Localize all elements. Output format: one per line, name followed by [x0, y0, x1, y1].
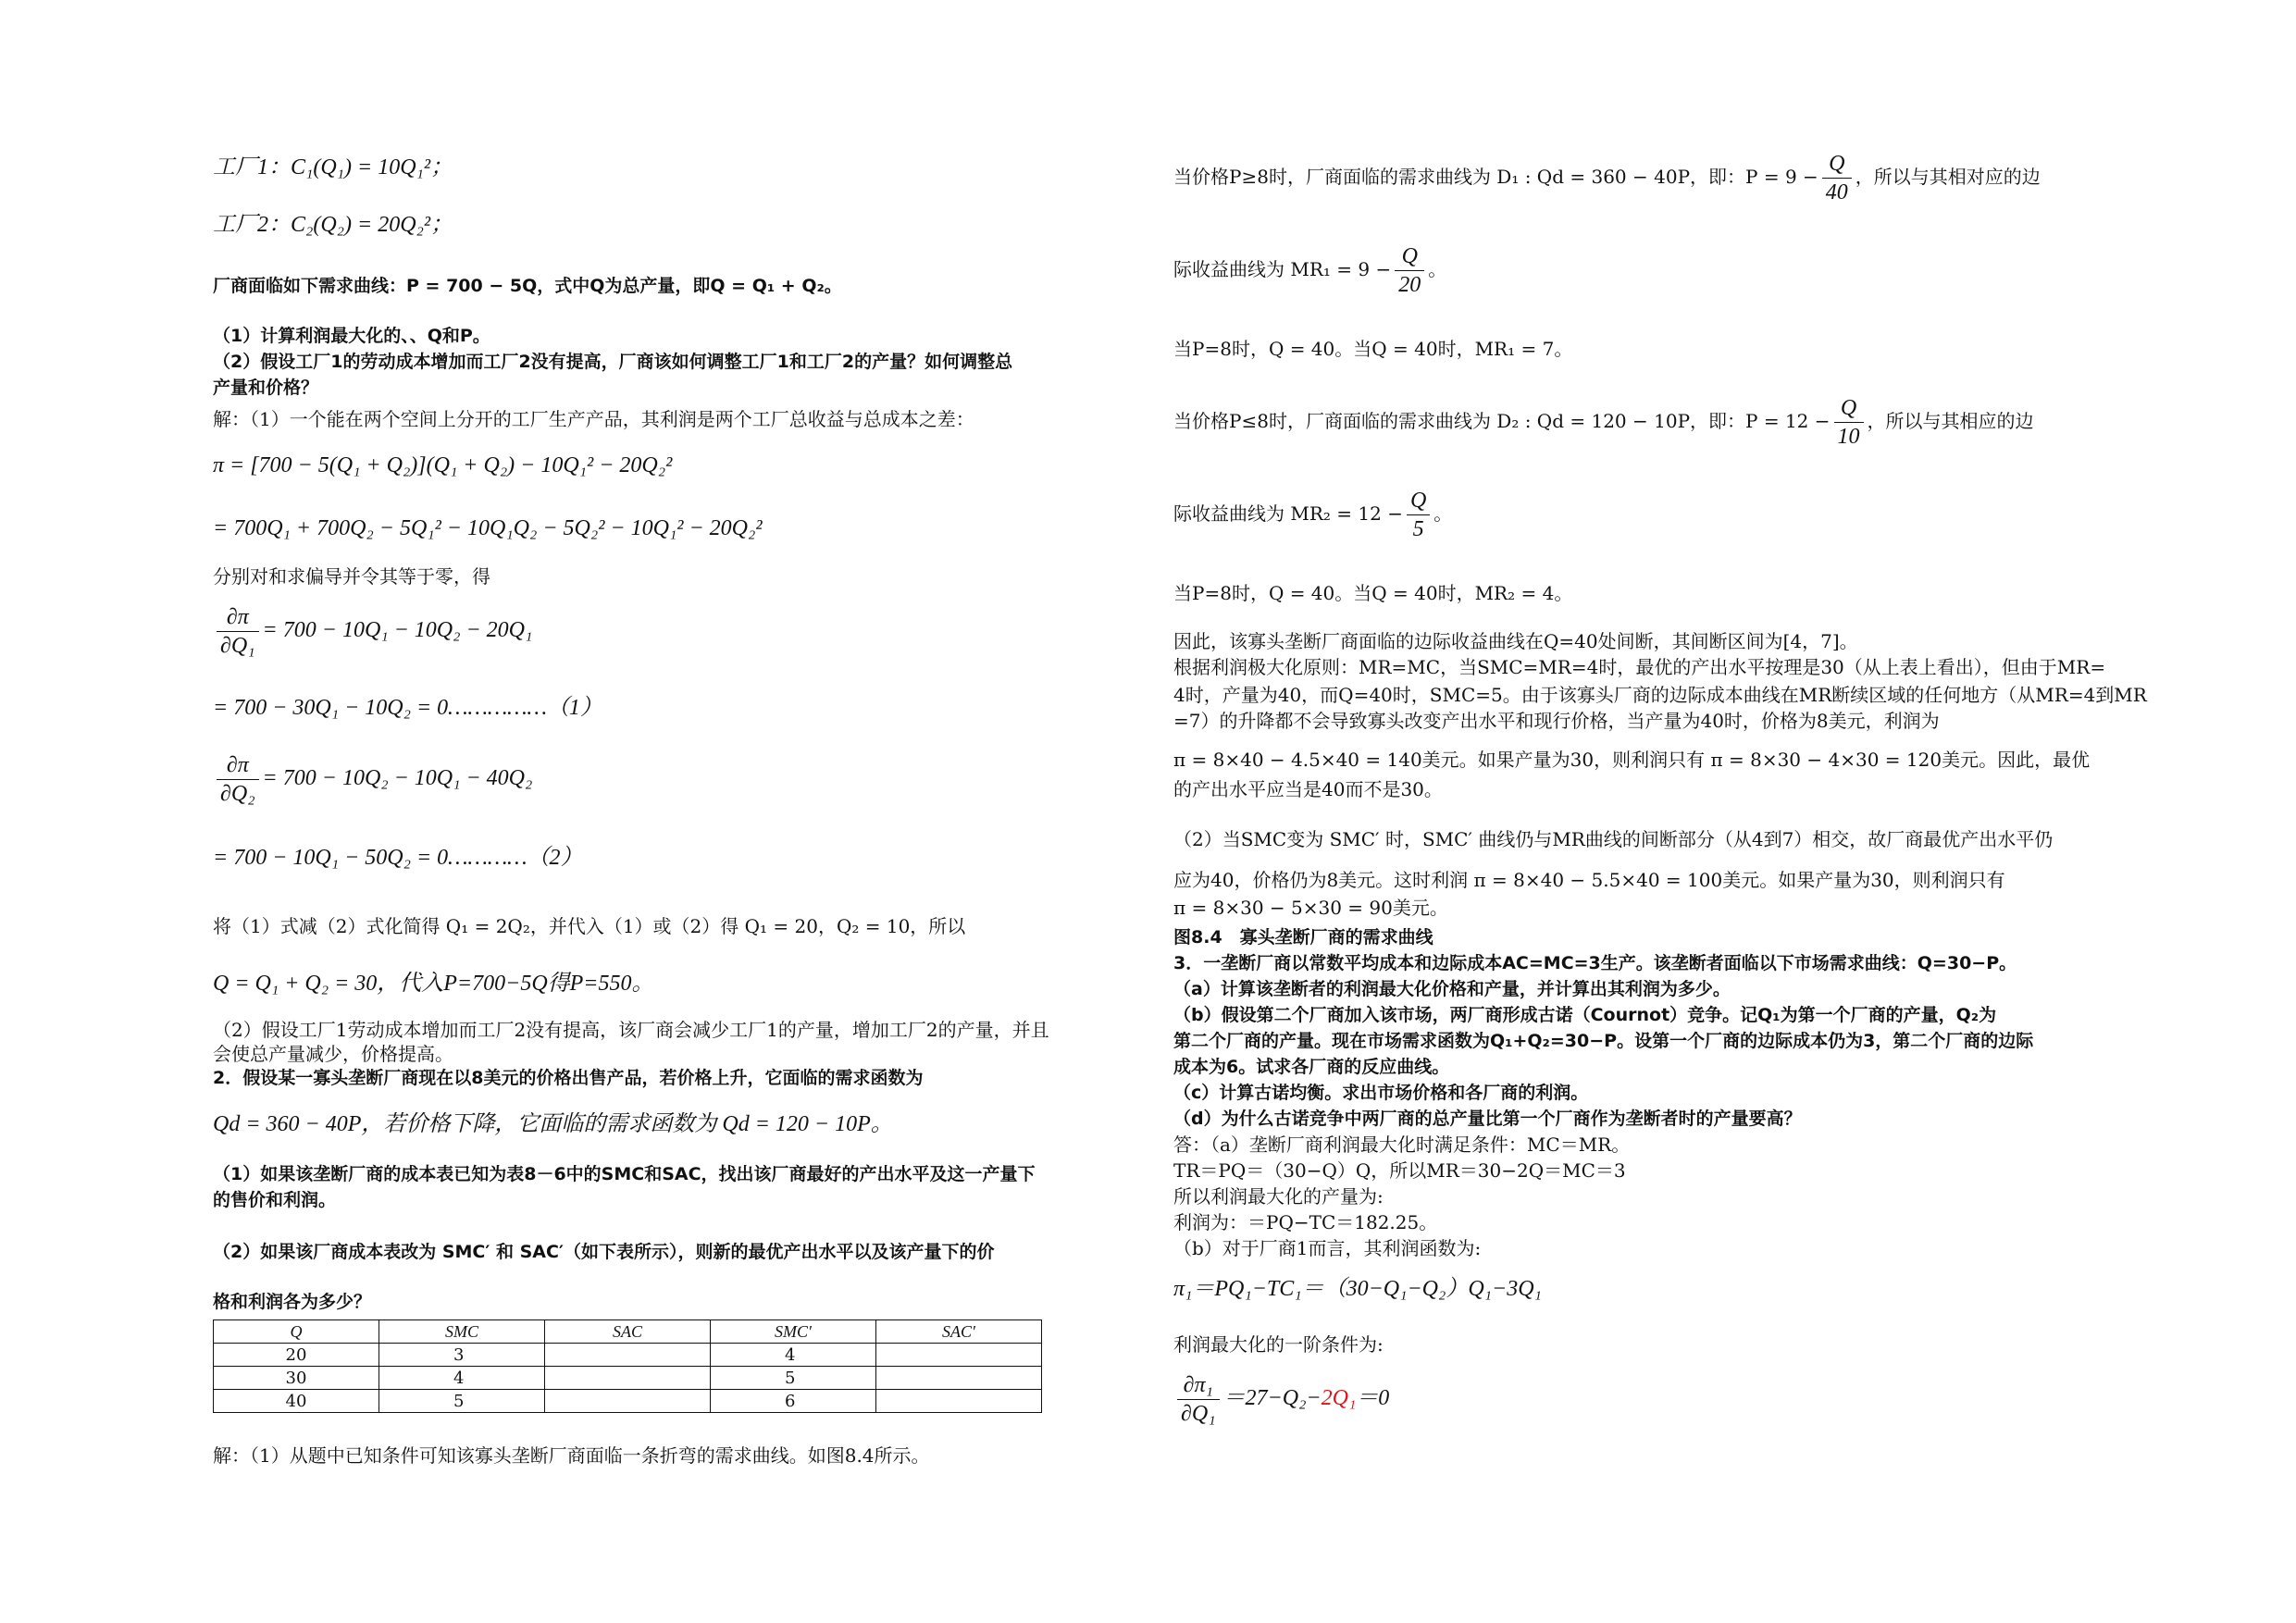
fraction: $\frac{Q}{20}$ [1395, 242, 1424, 299]
mr2-curve: 际收益曲线为 MR₂ = 12 − $\frac{Q}{5}$ 。 [1173, 489, 1453, 541]
table-cell: 5 [379, 1390, 545, 1413]
profit-max-rule-3: =7）的升降都不会导致寡头改变产出水平和现行价格，当产量为40时，价格为8美元，利润为 [1173, 710, 1940, 732]
optimal-output: 的产出水平应当是40而不是30。 [1173, 778, 1443, 800]
question-3b-cont: 第二个厂商的产量。现在市场需求函数为Q₁+Q₂=30−P。设第一个厂商的边际成本仍为3，第二个厂商的边际 [1173, 1031, 2034, 1051]
table-cell [545, 1367, 711, 1390]
table-row [214, 1390, 1042, 1413]
equation-2: = 700 − 10Q₁ − 50Q₂ = 0…………（2） [213, 846, 583, 870]
mr-gap: 因此，该寡头垄断厂商面临的边际收益曲线在Q=40处间断，其间断区间为[4，7]。 [1173, 630, 1858, 652]
table-cell [876, 1367, 1042, 1390]
table-cell: 30 [214, 1367, 379, 1390]
foc-label: 利润最大化的一阶条件为: [1173, 1333, 1384, 1356]
solution-1-intro: 解：（1）一个能在两个空间上分开的工厂生产产品，其利润是两个工厂总收益与总成本之差： [213, 408, 974, 430]
question-3b: （b）假设第二个厂商加入该市场，两厂商形成古诺（Cournot）竞争。记Q₁为第一个厂商的产量，Q₂为 [1173, 1005, 1997, 1025]
solution-2-2-cont: 应为40，价格仍为8美元。这时利润 π = 8×40 − 5.5×40 = 100美元。如果产量为30，则利润只有 [1173, 869, 2005, 891]
table-cell: 40 [214, 1390, 379, 1413]
demand-below-8: 当价格P≤8时，厂商面临的需求曲线为 D₂ : Qd = 120 − 10P，即：P = 12 − $\frac{Q}{10}$ ，所以与其相应的边 [1173, 396, 2034, 449]
table-header: SMC′ [711, 1320, 876, 1344]
fraction: $\frac{Q}{40}$ [1822, 150, 1852, 206]
profit-max-rule: 根据利润极大化原则：MR=MC，当SMC=MR=4时，最优的产出水平按理是30（从上表上看出），但由于MR= [1173, 656, 2106, 678]
solution-1-2: （2）假设工厂1劳动成本增加而工厂2没有提高，该厂商会减少工厂1的产量，增加工厂2的产量，并且 [213, 1019, 1049, 1041]
highlighted-term: 2Q₁ [1321, 1386, 1357, 1410]
fraction: $\frac{\text{∂π₁}}{\text{∂Q₁}}$ [1177, 1371, 1220, 1428]
optimal-quantity-label: 所以利润最大化的产量为: [1173, 1185, 1384, 1208]
table-header: SMC [379, 1320, 545, 1344]
table-cell [876, 1390, 1042, 1413]
table-cell: 4 [379, 1367, 545, 1390]
equation-1: = 700 − 30Q₁ − 10Q₂ = 0……………（1） [213, 696, 602, 720]
answer-3b-intro: （b）对于厂商1而言，其利润函数为: [1173, 1237, 1482, 1259]
fraction: $\frac{\partial\pi}{\text{∂Q₂}}$ [217, 751, 259, 808]
partial-derivative-note: 分别对和求偏导并令其等于零，得 [213, 565, 490, 588]
fraction: $\frac{\partial\pi}{\text{∂Q₁}}$ [217, 603, 259, 660]
table-cell: 6 [711, 1390, 876, 1413]
firm1-profit-function: π₁＝PQ₁−TC₁＝（30−Q₁−Q₂）Q₁−3Q₁ [1173, 1277, 1542, 1301]
table-row [214, 1367, 1042, 1390]
question-2-1-cont: 的售价和利润。 [213, 1190, 337, 1210]
table-header-row [214, 1320, 1042, 1344]
question-3a: （a）计算该垄断者的利润最大化价格和产量，并计算出其利润为多少。 [1173, 979, 1731, 999]
table-header: SAC [545, 1320, 711, 1344]
mr2-value: 当P=8时，Q = 40。当Q = 40时，MR₂ = 4。 [1173, 582, 1573, 604]
question-2-2-cont: 格和利润各为多少？ [213, 1292, 372, 1312]
profit-result: 利润为：＝PQ−TC＝182.25。 [1173, 1211, 1438, 1233]
table-cell [876, 1344, 1042, 1367]
fraction: $\frac{Q}{10}$ [1834, 394, 1864, 451]
table-header: Q [214, 1320, 379, 1344]
kinked-demand-functions: Qd = 360 − 40P，若价格下降，它面临的需求函数为 Qd = 120 − 10P。 [213, 1112, 893, 1136]
question-3d: （d）为什么古诺竞争中两厂商的总产量比第一个厂商作为垄断者时的产量要高？ [1173, 1109, 1802, 1129]
solve-system: 将（1）式减（2）式化简得 Q₁ = 2Q₂，并代入（1）或（2）得 Q₁ = 20，Q₂ = 10，所以 [213, 915, 966, 937]
table-cell: 3 [379, 1344, 545, 1367]
figure-caption: 图8.4 寡头垄断厂商的需求曲线 [1173, 927, 1433, 948]
question-1-2-cont: 产量和价格？ [213, 378, 319, 398]
question-2-1: （1）如果该垄断厂商的成本表已知为表8－6中的SMC和SAC，找出该厂商最好的产出水平及这一产量下 [213, 1164, 1036, 1184]
mr1-value: 当P=8时，Q = 40。当Q = 40时，MR₁ = 7。 [1173, 338, 1573, 360]
question-3b-cont2: 成本为6。试求各厂商的反应曲线。 [1173, 1057, 1450, 1077]
profit-equation-expanded: = 700Q₁ + 700Q₂ − 5Q₁² − 10Q₁Q₂ − 5Q₂² − 10Q₁² − 20Q₂² [213, 516, 763, 540]
derivative-q2: $\frac{\partial\pi}{\text{∂Q₂}}$ = 700 − 10Q₂ − 10Q₁ − 40Q₂ [213, 751, 532, 808]
profit-equation: π = [700 − 5(Q₁ + Q₂)](Q₁ + Q₂) − 10Q₁² − 20Q₂² [213, 453, 673, 477]
derivative-q1: $\frac{\partial\pi}{\text{∂Q₁}}$ = 700 − 10Q₁ − 10Q₂ − 20Q₁ [213, 603, 532, 660]
table-row [214, 1344, 1042, 1367]
demand-above-8: 当价格P≥8时，厂商面临的需求曲线为 D₁ : Qd = 360 − 40P，即：P = 9 − $\frac{Q}{40}$ ，所以与其相对应的边 [1173, 152, 2041, 204]
solution-1-2-cont: 会使总产量减少，价格提高。 [213, 1043, 453, 1065]
question-2: 2．假设某一寡头垄断厂商现在以8美元的价格出售产品，若价格上升，它面临的需求函数为 [213, 1068, 924, 1088]
cost-function-plant1: 工厂1：C₁(Q₁) = 10Q₁²； [213, 155, 453, 180]
answer-3a: 答：（a）垄断厂商利润最大化时满足条件：MC＝MR。 [1173, 1134, 1631, 1156]
tr-mr-equation: TR＝PQ＝（30−Q）Q，所以MR＝30−2Q＝MC＝3 [1173, 1159, 1626, 1182]
cost-function-plant2: 工厂2：C₂(Q₂) = 20Q₂²； [213, 213, 453, 237]
profit-max-rule-2: 4时，产量为40，而Q=40时，SMC=5。由于该寡头厂商的边际成本曲线在MR断续区域的任何地方（从MR=4到MR [1173, 684, 2147, 706]
question-3c: （c）计算古诺均衡。求出市场价格和各厂商的利润。 [1173, 1083, 1589, 1103]
total-output-result: Q = Q₁ + Q₂ = 30，代入P=700−5Q得P=550。 [213, 972, 654, 996]
foc-equation: $\frac{\text{∂π₁}}{\text{∂Q₁}}$ ＝27−Q₂−2Q₁＝0 [1173, 1371, 1389, 1428]
question-2-2: （2）如果该厂商成本表改为 SMC′ 和 SAC′（如下表所示），则新的最优产出水平以及该产量下的价 [213, 1242, 995, 1262]
mr1-curve: 际收益曲线为 MR₁ = 9 − $\frac{Q}{20}$ 。 [1173, 244, 1447, 297]
profit-at-30: π = 8×30 − 5×30 = 90美元。 [1173, 897, 1448, 919]
profit-calc: π = 8×40 − 4.5×40 = 140美元。如果产量为30，则利润只有 π = 8×30 − 4×30 = 120美元。因此，最优 [1173, 749, 2091, 771]
table-cell [545, 1344, 711, 1367]
solution-2-intro: 解：（1）从题中已知条件可知该寡头垄断厂商面临一条折弯的需求曲线。如图8.4所示。 [213, 1444, 930, 1467]
fraction: $\frac{Q}{5}$ [1407, 487, 1430, 543]
question-1-2: （2）假设工厂1的劳动成本增加而工厂2没有提高，厂商该如何调整工厂1和工厂2的产量？如何调整总 [213, 352, 1013, 372]
table-cell: 4 [711, 1344, 876, 1367]
cost-table [213, 1319, 1042, 1413]
demand-curve-statement: 厂商面临如下需求曲线：P = 700 − 5Q，式中Q为总产量，即Q = Q₁ + Q₂。 [213, 276, 842, 296]
table-cell [545, 1390, 711, 1413]
table-cell: 20 [214, 1344, 379, 1367]
solution-2-2: （2）当SMC变为 SMC′ 时，SMC′ 曲线仍与MR曲线的间断部分（从4到7）相交，故厂商最优产出水平仍 [1173, 828, 2054, 850]
question-1-1: （1）计算利润最大化的、、Q和P。 [213, 326, 490, 346]
table-header: SAC′ [876, 1320, 1042, 1344]
question-3: 3．一垄断厂商以常数平均成本和边际成本AC=MC=3生产。该垄断者面临以下市场需求曲线：Q=30−P。 [1173, 953, 2017, 973]
table-cell: 5 [711, 1367, 876, 1390]
